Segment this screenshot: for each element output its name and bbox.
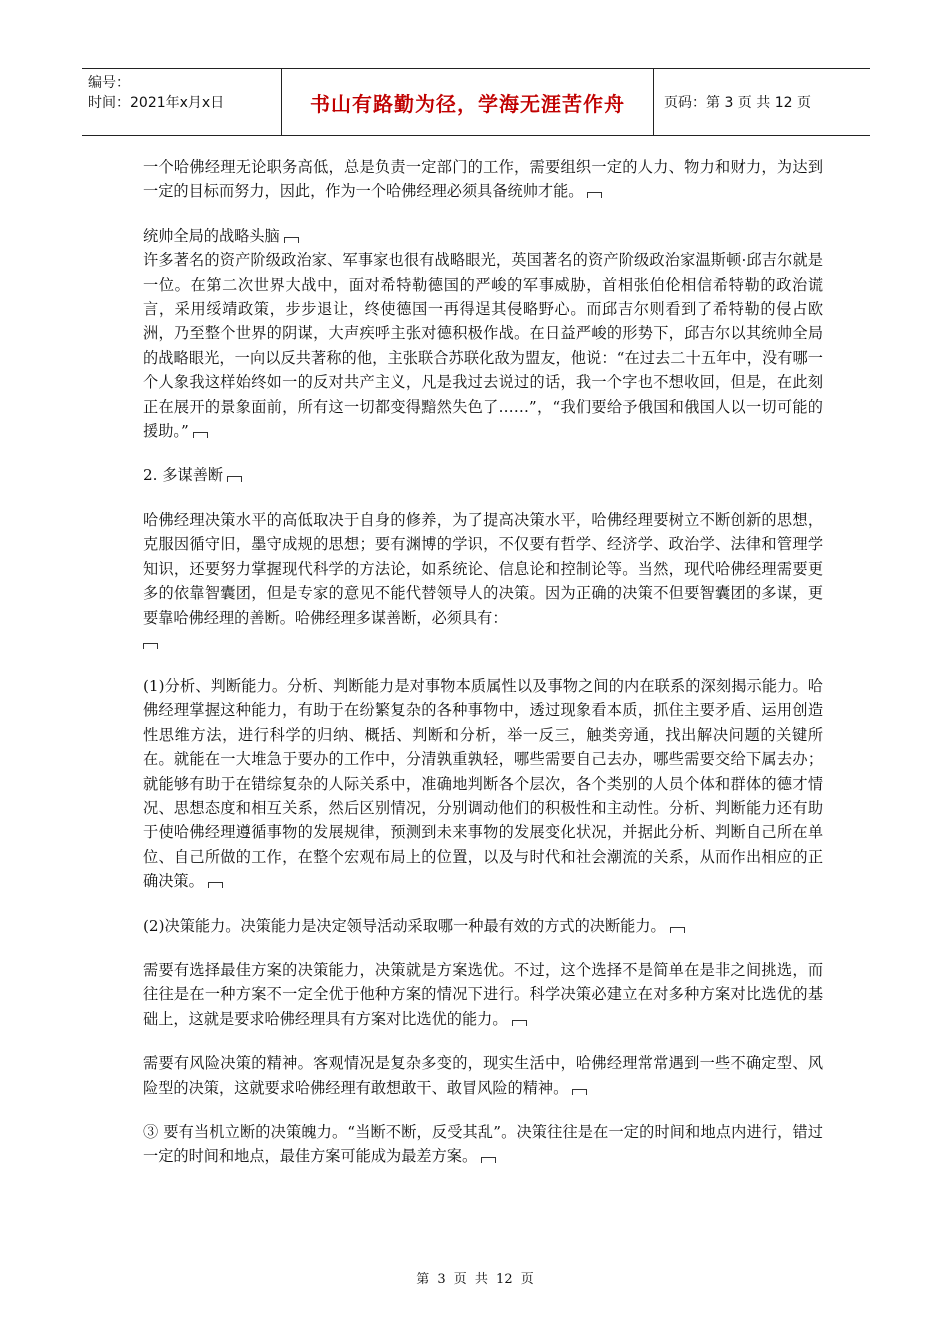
paragraph-mark-icon	[587, 192, 602, 198]
paragraph-mark-icon	[481, 1157, 496, 1163]
paragraph-3: 哈佛经理决策水平的高低取决于自身的修养，为了提高决策水平，哈佛经理要树立不断创新的思想，克服因循守旧，墨守成规的思想；要有渊博的学识，不仅要有哲学、经济学、政治学、法律和管理学知识，还要努力掌握现代科学的方法论，如系统论、信息论和控制论等。当然，现代哈佛经理需要更多的依靠智囊团，但是专家的意见不能代替领导人的决策。因为正确的决策不但要智囊团的多谋，更要靠哈佛经理的善断。哈佛经理多谋善断，必须具有：	[143, 510, 823, 627]
paragraph-5: (2)决策能力。决策能力是决定领导活动采取哪一种最有效的方式的决断能力。	[143, 914, 823, 938]
paragraph-1: 一个哈佛经理无论职务高低，总是负责一定部门的工作，需要组织一定的人力、物力和财力，为达到一定的目标而努力，因此，作为一个哈佛经理必须具备统帅才能。	[143, 158, 823, 201]
document-body	[143, 155, 823, 1189]
header-page-label: 页码：第 3 页 共 12 页	[664, 95, 811, 111]
empty-paragraph	[143, 630, 823, 654]
date-label: 时间：2021年x月x日	[88, 95, 225, 111]
paragraph-mark-icon	[227, 476, 242, 482]
paragraph-mark-icon	[670, 927, 685, 933]
paragraph-2: 许多著名的资产阶级政治家、军事家也很有战略眼光，英国著名的资产阶级政治家温斯顿·邱吉尔就是一位。在第二次世界大战中，面对希特勒德国的严峻的军事威胁，首相张伯伦相信希特勒的政治谎言，采用绥靖政策，步步退让，终使德国一再得逞其侵略野心。而邱吉尔则看到了希特勒的侵占欧洲，乃至整个世界的阴谋，大声疾呼主张对德积极作战。在日益严峻的形势下，邱吉尔以其统帅全局的战略眼光，一向以反共著称的他，主张联合苏联化敌为盟友，他说：“在过去二十五年中，没有哪一个人象我这样始终如一的反对共产主义，凡是我过去说过的话，我一个字也不想收回，但是，在此刻正在展开的景象面前，所有这一切都变得黯然失色了……”，“我们要给予俄国和俄国人以一切可能的援助。”	[143, 251, 823, 441]
paragraph-6: 需要有选择最佳方案的决策能力，决策就是方案选优。不过，这个选择不是简单在是非之间挑选，而往往是在一种方案不一定全优于他种方案的情况下进行。科学决策必建立在对多种方案对比选优的基础上，这就是要求哈佛经理具有方案对比选优的能力。	[143, 960, 823, 1028]
page-footer: 第 3 页 共 12 页	[416, 1272, 534, 1287]
paragraph-8: ③ 要有当机立断的决策魄力。“当断不断，反受其乱”。决策往往是在一定的时间和地点内进行，错过一定的时间和地点，最佳方案可能成为最差方案。	[143, 1123, 823, 1166]
paragraph-mark-icon	[512, 1020, 527, 1026]
header-motto: 书山有路勤为径，学海无涯苦作舟	[282, 69, 654, 135]
section-title-decision: 2. 多谋善断	[143, 463, 823, 487]
header-table	[82, 68, 870, 136]
paragraph-mark-icon	[572, 1089, 587, 1095]
paragraph-mark-icon	[208, 882, 223, 888]
header-meta-cell	[82, 69, 282, 135]
paragraph-7: 需要有风险决策的精神。客观情况是复杂多变的，现实生活中，哈佛经理常常遇到一些不确定型、风险型的决策，这就要求哈佛经理有敢想敢干、敢冒风险的精神。	[143, 1054, 823, 1097]
number-label: 编号：	[88, 75, 130, 91]
paragraph-mark-icon	[143, 643, 158, 649]
paragraph-mark-icon	[193, 432, 208, 438]
paragraph-mark-icon	[284, 237, 299, 243]
section-title-strategy: 统帅全局的战略头脑	[143, 224, 823, 248]
paragraph-4: (1)分析、判断能力。分析、判断能力是对事物本质属性以及事物之间的内在联系的深刻揭示能力。哈佛经理掌握这种能力，有助于在纷繁复杂的各种事物中，透过现象看本质，抓住主要矛盾、运用创造性思维方法，进行科学的归纳、概括、判断和分析，举一反三，触类旁通，找出解决问题的关键所在。就能在一大堆急于要办的工作中，分清孰重孰轻，哪些需要自己去办，哪些需要交给下属去办；就能够有助于在错综复杂的人际关系中，准确地判断各个层次，各个类别的人员个体和群体的德才情况、思想态度和相互关系，然后区别情况，分别调动他们的积极性和主动性。分析、判断能力还有助于使哈佛经理遵循事物的发展规律，预测到未来事物的发展变化状况，并据此分析、判断自己所在单位、自己所做的工作，在整个宏观布局上的位置，以及与时代和社会潮流的关系，从而作出相应的正确决策。	[143, 676, 823, 891]
